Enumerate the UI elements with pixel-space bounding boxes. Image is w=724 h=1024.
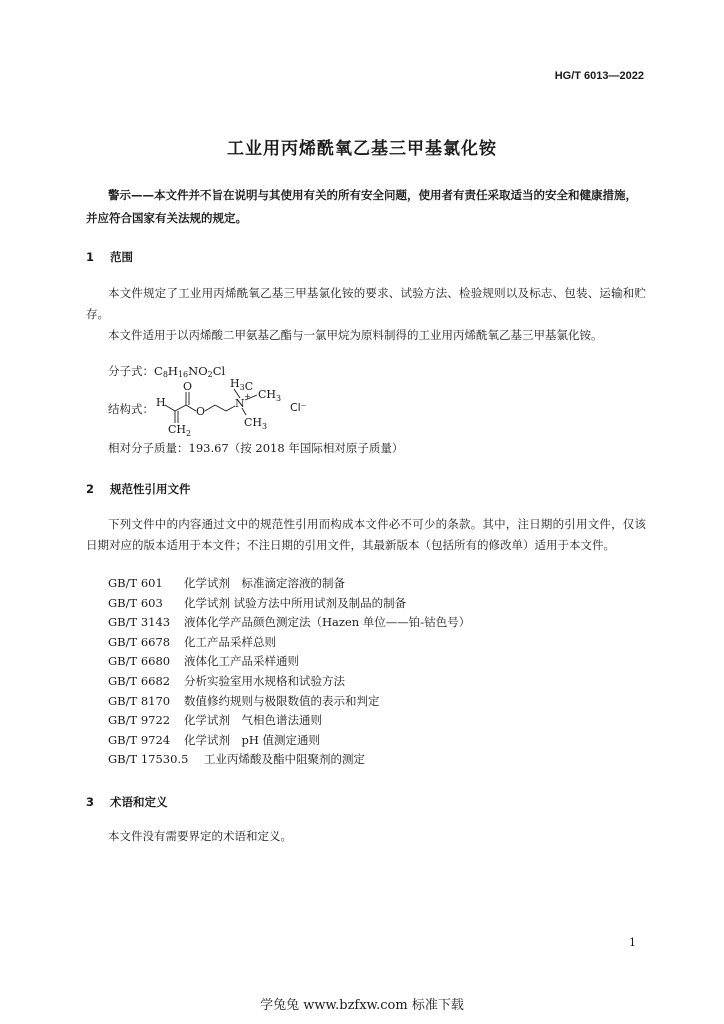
structural-formula [152, 378, 322, 436]
reference-item [108, 575, 470, 595]
reference-title: 分析实验室用水规格和试验方法 [184, 673, 345, 688]
reference-code: GB/T 8170 [108, 693, 171, 708]
reference-code: GB/T 603 [108, 595, 163, 610]
reference-code: GB/T 6682 [108, 673, 171, 688]
section-title: 术语和定义 [110, 795, 168, 809]
formula-c: C [154, 364, 163, 378]
section-number: 2 [86, 482, 95, 496]
reference-item [108, 712, 470, 732]
normative-intro: 下列文件中的内容通过文中的规范性引用而构成本文件必不可少的条款。其中，注日期的引用文件，仅该日期对应的版本适用于本文件；不注日期的引用文件，其最新版本（包括所有的修改单）适用于本文件。 [86, 517, 646, 552]
terms-paragraph: 本文件没有需要界定的术语和定义。 [108, 829, 292, 843]
reference-code: GB/T 6678 [108, 634, 171, 649]
reference-item [108, 653, 470, 673]
bond-ch2-ch2 [215, 405, 226, 411]
reference-title: 化学试剂 气相色谱法通则 [184, 713, 322, 728]
section-1-heading [86, 249, 133, 265]
reference-title: 化学试剂 标准滴定溶液的制备 [184, 576, 345, 590]
footer-watermark: 学兔兔 www.bzfxw.com 标准下载 [260, 998, 464, 1013]
section-title: 范围 [110, 250, 133, 264]
reference-title: 液体化工产品采样通则 [184, 654, 299, 669]
reference-title: 化工产品采样总则 [184, 634, 276, 649]
bond-ch2-n [226, 406, 235, 411]
scope-paragraph-1: 本文件规定了工业用丙烯酰氧乙基三甲基氯化铵的要求、试验方法、检验规则以及标志、包装、运输和贮存。 [86, 286, 646, 321]
formula-c-count: 8 [162, 370, 168, 379]
structure-label: 结构式： [108, 402, 154, 416]
scope-paragraph-2: 本文件适用于以丙烯酸二甲氨基乙酯与一氯甲烷为原料制得的工业用丙烯酰氧乙基三甲基氯化铵。 [108, 328, 603, 342]
document-title: 工业用丙烯酰氧乙基三甲基氯化铵 [227, 139, 497, 159]
reference-code: GB/T 601 [108, 576, 163, 590]
section-title: 规范性引用文件 [110, 482, 191, 496]
methyl-top-c: C [244, 380, 254, 393]
section-number: 3 [86, 795, 95, 809]
section-2-heading [86, 481, 191, 497]
page-number: 1 [629, 936, 636, 949]
reference-item [108, 751, 470, 771]
vinyl-ch2: $CH_2$ [168, 423, 192, 436]
formula-h: H [167, 364, 178, 378]
reference-title: 液体化学产品颜色测定法（Hazen 单位——铂-钴色号） [184, 615, 471, 630]
reference-title: 化学试剂 试验方法中所用试剂及制品的制备 [184, 595, 407, 610]
reference-list [108, 575, 470, 771]
atom-o-carbonyl: O [183, 380, 193, 393]
reference-item [108, 595, 470, 615]
molecular-mass: 相对分子质量：193.67（按 2018 年国际相对原子质量） [108, 441, 404, 455]
bond-h-c [165, 405, 175, 411]
reference-code: GB/T 3143 [108, 615, 171, 630]
atom-o-ester: O [196, 405, 206, 418]
reference-item [108, 614, 470, 634]
methyl-bottom: $CH_3$ [244, 416, 268, 431]
reference-code: GB/T 6680 [108, 654, 171, 669]
methyl-right: $CH_3$ [258, 388, 282, 403]
charge-plus: + [244, 392, 251, 401]
warning-paragraph: 警示——本文件并不旨在说明与其使用有关的所有安全问题，使用者有责任采取适当的安全和健康措施，并应符合国家有关法规的规定。 [86, 188, 637, 225]
atom-n: N [235, 397, 245, 410]
reference-code: GB/T 9722 [108, 713, 171, 728]
atom-h: H [156, 396, 166, 409]
formula-no: NO [188, 364, 208, 378]
reference-title: 化学试剂 pH 值测定通则 [184, 732, 321, 747]
molecular-formula [108, 363, 225, 379]
chloride-ion: Cl⁻ [290, 401, 307, 414]
section-number: 1 [86, 250, 95, 264]
formula-cl: Cl [212, 364, 226, 378]
formula-h-count: 16 [177, 370, 189, 379]
reference-item [108, 673, 470, 693]
reference-code: GB/T 17530.5 [108, 752, 189, 767]
reference-item [108, 693, 470, 713]
reference-item [108, 634, 470, 654]
bond-o-ch2 [205, 405, 215, 411]
section-3-heading [86, 794, 168, 810]
standard-code: HG/T 6013—2022 [554, 70, 644, 82]
bond-carbonyl-o [186, 405, 196, 411]
formula-label: 分子式： [108, 364, 154, 378]
reference-title: 数值修约规则与极限数值的表示和判定 [184, 693, 380, 708]
reference-code: GB/T 9724 [108, 732, 171, 747]
methyl-top: $H_3C$ [230, 378, 254, 393]
reference-item [108, 732, 470, 752]
reference-title: 工业丙烯酸及酯中阻聚剂的测定 [204, 752, 365, 767]
formula-o-count: 2 [207, 370, 213, 379]
bond-c-carbonyl [175, 405, 186, 411]
